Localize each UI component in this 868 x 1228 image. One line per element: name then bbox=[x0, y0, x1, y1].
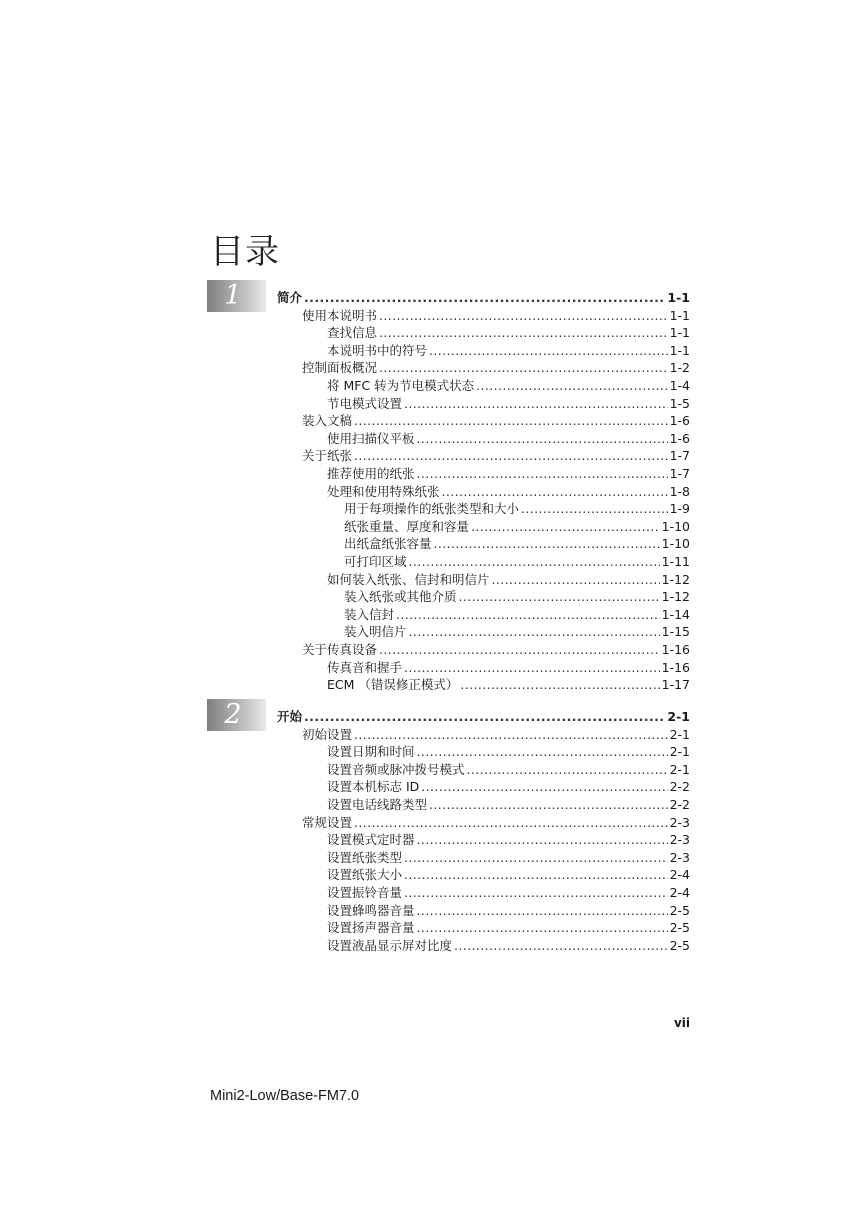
toc-entry-page: 1-4 bbox=[669, 378, 690, 393]
toc-entry-page: 1-11 bbox=[661, 554, 690, 569]
toc-entry-title: 推荐使用的纸张 bbox=[327, 466, 415, 481]
dot-leader bbox=[409, 553, 660, 570]
toc-entry-page: 1-16 bbox=[661, 642, 690, 657]
toc-entry-title: 节电模式设置 bbox=[327, 395, 403, 411]
dot-leader bbox=[379, 359, 668, 376]
dot-leader bbox=[354, 447, 668, 464]
toc-entry[interactable] bbox=[327, 919, 690, 936]
dot-leader bbox=[429, 342, 668, 359]
toc-entry-page: 2-3 bbox=[669, 814, 690, 830]
dot-leader bbox=[442, 483, 668, 500]
toc-entry-page: 1-6 bbox=[669, 413, 690, 429]
toc-entry-title: 设置本机标志 ID bbox=[327, 779, 420, 795]
toc-entry-title: ECM （错误修正模式） bbox=[327, 677, 459, 693]
toc-entry[interactable] bbox=[327, 937, 690, 954]
toc-entry-page: 2-3 bbox=[669, 832, 690, 848]
toc-entry[interactable] bbox=[327, 778, 690, 795]
toc-entry-title: 纸张重量、厚度和容量 bbox=[344, 518, 470, 534]
toc-entry-title: 开始 bbox=[277, 709, 303, 724]
toc-entry-page: 2-1 bbox=[669, 744, 690, 760]
toc-entry[interactable] bbox=[327, 884, 690, 901]
dot-leader bbox=[404, 659, 660, 676]
toc-entry[interactable] bbox=[302, 726, 690, 743]
toc-entry-title: 将 MFC 转为节电模式状态 bbox=[327, 378, 475, 393]
toc-entry-page: 2-2 bbox=[669, 779, 690, 795]
dot-leader bbox=[404, 395, 668, 412]
dot-leader bbox=[417, 743, 668, 760]
toc-entry[interactable] bbox=[302, 814, 690, 831]
toc-entry-page: 2-4 bbox=[669, 867, 690, 883]
toc-entry-page: 1-2 bbox=[669, 360, 690, 376]
toc-entry-page: 1-14 bbox=[661, 606, 690, 622]
toc-entry-page: 1-7 bbox=[669, 448, 690, 464]
toc-entry-page: 2-5 bbox=[669, 902, 690, 918]
toc-entry[interactable] bbox=[327, 324, 690, 341]
dot-leader bbox=[460, 676, 659, 693]
dot-leader bbox=[404, 866, 668, 883]
toc-entry-title: 装入纸张或其他介质 bbox=[344, 589, 457, 605]
toc-entry-page: 1-15 bbox=[661, 624, 690, 640]
toc-entry-title: 本说明书中的符号 bbox=[327, 342, 428, 358]
toc-entry-title: 设置纸张类型 bbox=[327, 849, 403, 865]
toc-entry[interactable] bbox=[327, 571, 690, 588]
dot-leader bbox=[467, 761, 668, 778]
toc-entry[interactable] bbox=[327, 796, 690, 813]
toc-entry[interactable] bbox=[327, 395, 690, 412]
toc-entry-page: 2-5 bbox=[669, 920, 690, 936]
dot-leader bbox=[521, 500, 668, 517]
toc-entry[interactable] bbox=[327, 849, 690, 866]
toc-entry-title: 传真音和握手 bbox=[327, 659, 403, 675]
toc-entry-title: 设置模式定时器 bbox=[327, 832, 415, 848]
toc-entry[interactable] bbox=[327, 377, 690, 394]
toc-entry[interactable] bbox=[327, 483, 690, 500]
toc-entry-page: 1-5 bbox=[669, 395, 690, 411]
toc-entry-page: 1-16 bbox=[661, 659, 690, 675]
toc-entry-title: 装入明信片 bbox=[344, 624, 407, 640]
toc-entry-title: 设置日期和时间 bbox=[327, 744, 415, 760]
toc-entry[interactable] bbox=[327, 430, 690, 447]
dot-leader bbox=[459, 588, 660, 605]
toc-entry-page: 1-17 bbox=[661, 677, 690, 693]
toc-entry[interactable] bbox=[327, 831, 690, 848]
toc-entry[interactable] bbox=[327, 902, 690, 919]
toc-entry-title: 出纸盒纸张容量 bbox=[344, 536, 432, 552]
toc-entry-title: 如何装入纸张、信封和明信片 bbox=[327, 571, 490, 587]
dot-leader bbox=[409, 623, 660, 640]
toc-entry[interactable] bbox=[327, 465, 690, 482]
toc-entry[interactable] bbox=[327, 659, 690, 676]
toc-entry-page: 1-1 bbox=[667, 290, 690, 305]
dot-leader bbox=[379, 641, 660, 658]
toc-entry-title: 初始设置 bbox=[302, 726, 353, 742]
toc-entry-page: 1-12 bbox=[661, 589, 690, 605]
dot-leader bbox=[379, 307, 668, 324]
toc-entry-page: 2-1 bbox=[669, 761, 690, 777]
dot-leader bbox=[434, 535, 660, 552]
toc-entry[interactable] bbox=[302, 307, 690, 324]
dot-leader bbox=[354, 726, 668, 743]
toc-entry-page: 2-1 bbox=[669, 726, 690, 742]
toc-entry[interactable] bbox=[344, 518, 690, 535]
toc-entry-title: 设置电话线路类型 bbox=[327, 797, 428, 812]
dot-leader bbox=[492, 571, 660, 588]
toc-entry-page: 2-2 bbox=[669, 797, 690, 812]
toc-entry[interactable] bbox=[327, 676, 690, 693]
toc-entry-page: 1-1 bbox=[669, 342, 690, 358]
toc-entry-title: 设置蜂鸣器音量 bbox=[327, 902, 415, 918]
chapter-number: 1 bbox=[224, 280, 242, 311]
toc-entry-page: 1-10 bbox=[661, 518, 690, 534]
chapter-tab bbox=[207, 699, 266, 731]
toc-entry[interactable] bbox=[302, 641, 690, 658]
toc-entry-title: 可打印区域 bbox=[344, 554, 407, 569]
toc-entry-title: 设置扬声器音量 bbox=[327, 920, 415, 936]
toc-entry-title: 关于纸张 bbox=[302, 448, 353, 464]
toc-entry-page: 1-9 bbox=[669, 501, 690, 517]
toc-entry-title: 设置振铃音量 bbox=[327, 885, 403, 900]
page-number: vii bbox=[673, 1016, 690, 1030]
dot-leader bbox=[454, 937, 668, 954]
toc-entry[interactable] bbox=[344, 623, 690, 640]
toc-entry[interactable] bbox=[302, 447, 690, 464]
footer-text: Mini2-Low/Base-FM7.0 bbox=[210, 1088, 360, 1104]
toc-entry[interactable] bbox=[277, 708, 690, 725]
dot-leader bbox=[476, 377, 667, 394]
dot-leader bbox=[471, 518, 660, 535]
toc-entry-page: 2-3 bbox=[669, 849, 690, 865]
toc-entry-page: 1-1 bbox=[669, 307, 690, 323]
dot-leader bbox=[417, 919, 668, 936]
dot-leader bbox=[421, 778, 667, 795]
dot-leader bbox=[354, 412, 668, 429]
toc-entry-title: 使用扫描仪平板 bbox=[327, 430, 415, 446]
toc-entry-title: 设置音频或脉冲拨号模式 bbox=[327, 761, 465, 777]
toc-entry[interactable] bbox=[344, 500, 690, 517]
toc-entry[interactable] bbox=[302, 412, 690, 429]
toc-entry-page: 1-7 bbox=[669, 466, 690, 481]
toc-entry-title: 处理和使用特殊纸张 bbox=[327, 483, 440, 499]
toc-entry-title: 设置纸张大小 bbox=[327, 867, 403, 883]
toc-entry-title: 关于传真设备 bbox=[302, 642, 378, 657]
chapter-tab bbox=[207, 280, 266, 312]
dot-leader bbox=[417, 430, 668, 447]
dot-leader bbox=[404, 884, 668, 901]
toc-entry[interactable] bbox=[344, 553, 690, 570]
chapter-number: 2 bbox=[224, 699, 242, 730]
toc-entry-page: 1-8 bbox=[669, 483, 690, 499]
toc-entry-title: 装入文稿 bbox=[302, 413, 353, 429]
toc-entry-title: 常规设置 bbox=[302, 814, 353, 830]
toc-entry[interactable] bbox=[302, 359, 690, 376]
toc-entry-page: 1-1 bbox=[669, 325, 690, 341]
toc-entry[interactable] bbox=[344, 588, 690, 605]
toc-entry-title: 用于每项操作的纸张类型和大小 bbox=[344, 501, 520, 517]
toc-entry-page: 1-10 bbox=[661, 536, 690, 552]
toc-entry-title: 设置液晶显示屏对比度 bbox=[327, 937, 453, 953]
dot-leader bbox=[404, 849, 668, 866]
dot-leader bbox=[354, 814, 668, 831]
toc-entry[interactable] bbox=[327, 866, 690, 883]
toc-entry-page: 1-6 bbox=[669, 430, 690, 446]
toc-entry[interactable] bbox=[277, 289, 690, 306]
dot-leader bbox=[417, 902, 668, 919]
dot-leader bbox=[417, 831, 668, 848]
page-title: 目录 bbox=[210, 232, 280, 272]
toc-entry[interactable] bbox=[327, 342, 690, 359]
dot-leader bbox=[417, 465, 668, 482]
toc-entry-title: 查找信息 bbox=[327, 325, 378, 341]
toc-entry-title: 简介 bbox=[277, 290, 303, 305]
toc-entry-title: 使用本说明书 bbox=[302, 307, 378, 323]
dot-leader bbox=[396, 606, 660, 623]
dot-leader bbox=[429, 796, 668, 813]
toc-entry-page: 2-5 bbox=[669, 937, 690, 953]
toc-entry[interactable] bbox=[327, 761, 690, 778]
toc-entry-page: 2-4 bbox=[669, 885, 690, 900]
toc-entry[interactable] bbox=[344, 606, 690, 623]
toc-entry[interactable] bbox=[344, 535, 690, 552]
dot-leader bbox=[379, 324, 668, 341]
toc-entry-title: 装入信封 bbox=[344, 606, 395, 622]
toc-entry[interactable] bbox=[327, 743, 690, 760]
dot-leader bbox=[304, 708, 665, 725]
dot-leader bbox=[304, 289, 665, 306]
toc-entry-title: 控制面板概况 bbox=[302, 360, 378, 376]
toc-entry-page: 2-1 bbox=[667, 709, 690, 724]
toc-entry-page: 1-12 bbox=[661, 571, 690, 587]
